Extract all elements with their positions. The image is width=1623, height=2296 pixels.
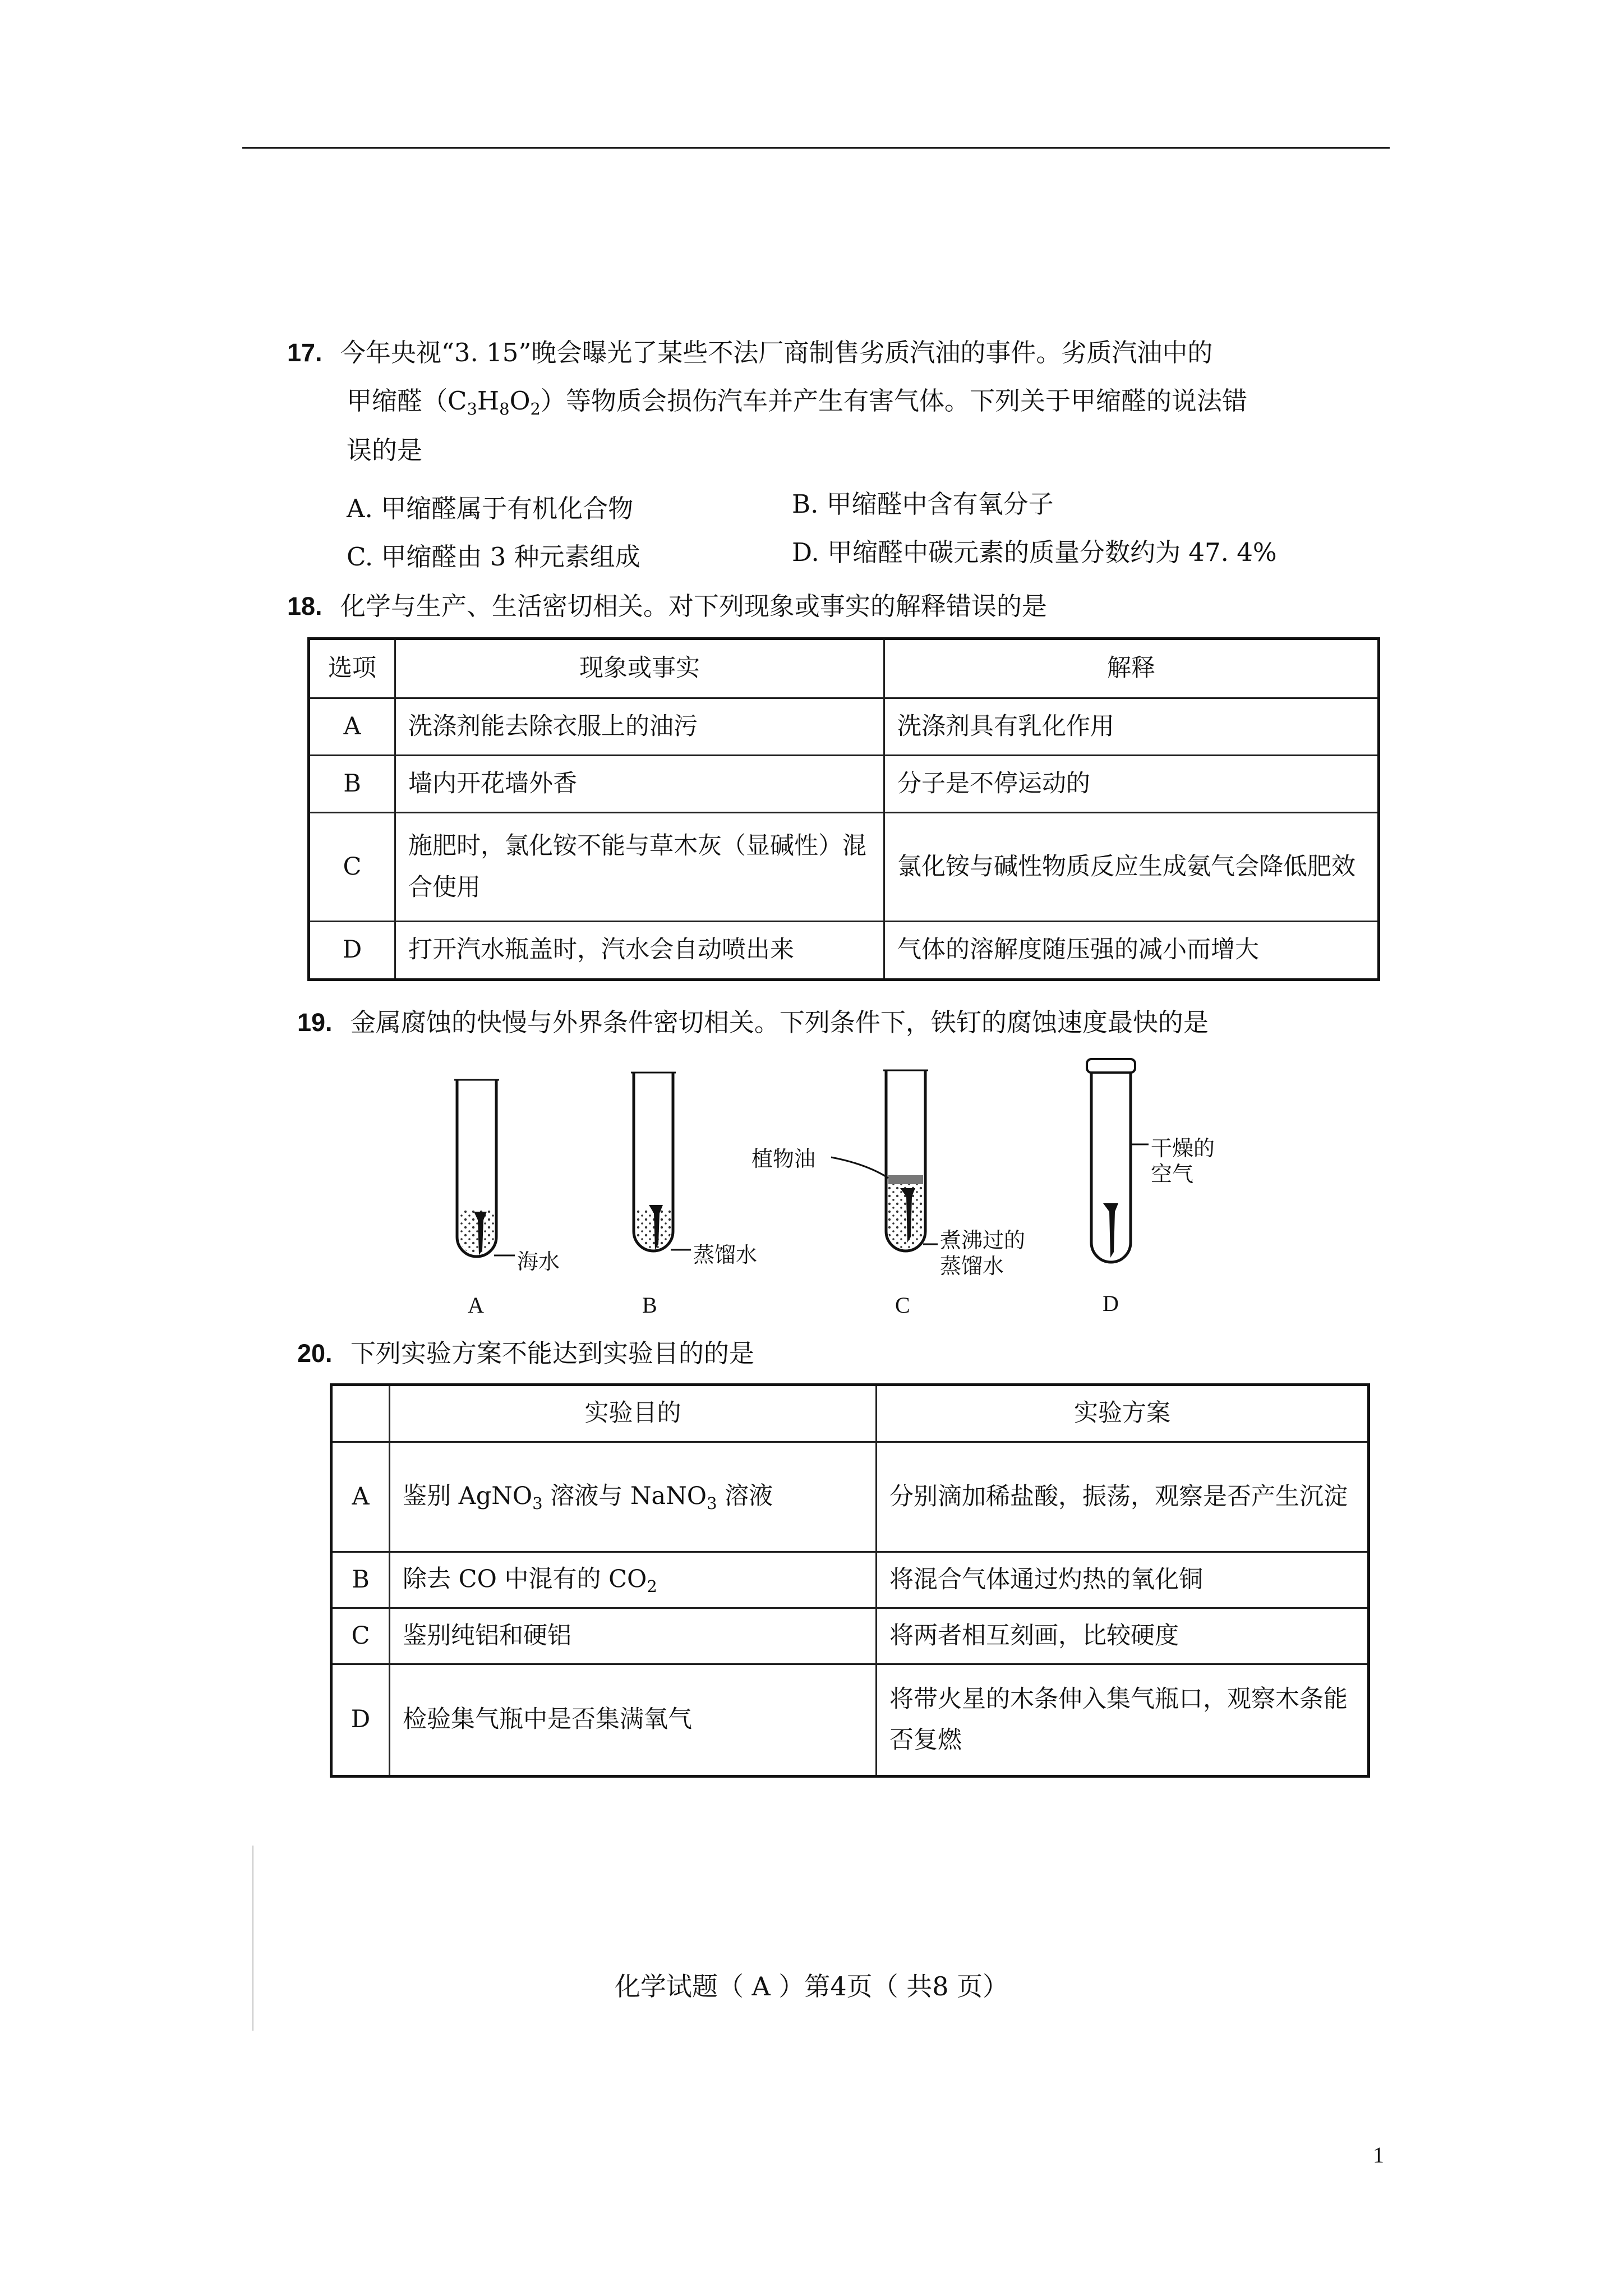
formula-subscript: 3 <box>467 399 477 418</box>
formula-h: H <box>477 386 500 416</box>
label-boiled-water-2: 蒸馏水 <box>940 1254 1004 1278</box>
row-purpose <box>390 1442 877 1552</box>
label-boiled-water-1: 煮沸过的 <box>940 1228 1026 1253</box>
q18-text: 化学与生产、生活密切相关。对下列现象或事实的解释错误的是 <box>340 591 1047 621</box>
header-purpose: 实验目的 <box>390 1385 877 1442</box>
formula-subscript: 8 <box>499 399 510 418</box>
q17-text-line1: 今年央视“3. 15”晚会曝光了某些不法厂商制售劣质汽油的事件。劣质汽油中的 <box>340 338 1213 367</box>
test-tube-a <box>454 1080 515 1257</box>
table-row <box>331 1442 1369 1552</box>
test-tube-c <box>831 1070 938 1251</box>
purpose-text: 溶液 <box>717 1482 773 1511</box>
formula-o: O <box>509 386 531 416</box>
label-plant-oil: 植物油 <box>751 1147 816 1171</box>
q19-number: 19. <box>297 1008 333 1037</box>
q19-text: 金属腐蚀的快慢与外界条件密切相关。下列条件下，铁钉的腐蚀速度最快的是 <box>350 1007 1209 1037</box>
header-fact: 现象或事实 <box>395 639 884 698</box>
row-explain: 洗涤剂具有乳化作用 <box>884 698 1379 756</box>
row-explain: 气体的溶解度随压强的减小而增大 <box>884 922 1379 980</box>
formula-subscript: 2 <box>647 1577 657 1596</box>
header-option <box>331 1385 390 1442</box>
q17-option-a: A. 甲缩醛属于有机化合物 <box>347 494 634 523</box>
page-number: 1 <box>1373 2142 1384 2168</box>
row-plan: 分别滴加稀盐酸，振荡，观察是否产生沉淀 <box>877 1442 1369 1552</box>
tube-option-a: A <box>468 1292 484 1318</box>
q17-line3: 误的是 <box>347 435 423 465</box>
page-footer: 化学试题（ A ）第4页（ 共8 页） <box>614 1971 1009 2001</box>
row-option: A <box>309 698 395 756</box>
row-purpose: 鉴别纯铝和硬铝 <box>390 1608 877 1664</box>
q20-text: 下列实验方案不能达到实验目的的是 <box>350 1338 754 1368</box>
purpose-text: 除去 CO 中混有的 CO <box>403 1565 647 1594</box>
table-header-row <box>331 1385 1369 1442</box>
q20-table <box>330 1383 1370 1778</box>
row-purpose <box>390 1552 877 1608</box>
row-option: A <box>331 1442 390 1552</box>
row-fact: 洗涤剂能去除衣服上的油污 <box>395 698 884 756</box>
row-purpose: 检验集气瓶中是否集满氧气 <box>390 1664 877 1777</box>
q17-option-d: D. 甲缩醛中碳元素的质量分数约为 47. 4% <box>792 537 1277 567</box>
row-option: D <box>331 1664 390 1777</box>
row-fact: 施肥时，氯化铵不能与草木灰（显碱性）混合使用 <box>395 813 884 922</box>
tube-option-d: D <box>1103 1291 1119 1316</box>
row-option: B <box>309 756 395 813</box>
label-dry-air-2: 空气 <box>1151 1162 1194 1186</box>
table-row <box>331 1552 1369 1608</box>
q17-option-b: B. 甲缩醛中含有氧分子 <box>792 489 1054 519</box>
tube-option-c: C <box>895 1292 910 1318</box>
table-row <box>331 1608 1369 1664</box>
row-plan: 将混合气体通过灼热的氧化铜 <box>877 1552 1369 1608</box>
row-fact: 打开汽水瓶盖时，汽水会自动喷出来 <box>395 922 884 980</box>
test-tube-b <box>631 1073 691 1251</box>
purpose-text: 鉴别 AgNO <box>403 1482 533 1511</box>
row-option: D <box>309 922 395 980</box>
q18-number: 18. <box>287 592 322 620</box>
q17-line2-end: ）等物质会损伤汽车并产生有害气体。下列关于甲缩醛的说法错 <box>540 386 1247 416</box>
row-option: C <box>309 813 395 922</box>
test-tube-d <box>1087 1059 1149 1262</box>
header-explain: 解释 <box>884 639 1379 698</box>
row-plan: 将带火星的木条伸入集气瓶口，观察木条能否复燃 <box>877 1664 1369 1777</box>
row-option: B <box>331 1552 390 1608</box>
header-plan: 实验方案 <box>877 1385 1369 1442</box>
q17-option-c: C. 甲缩醛由 3 种元素组成 <box>347 542 640 572</box>
row-option: C <box>331 1608 390 1664</box>
label-distilled-water: 蒸馏水 <box>693 1243 758 1267</box>
q20-stem <box>297 1338 754 1368</box>
label-sea-water: 海水 <box>517 1249 560 1274</box>
row-explain: 氯化铵与碱性物质反应生成氨气会降低肥效 <box>884 813 1379 922</box>
row-fact: 墙内开花墙外香 <box>395 756 884 813</box>
q17-line2-start: 甲缩醛（C <box>347 386 467 416</box>
row-explain: 分子是不停运动的 <box>884 756 1379 813</box>
oil-layer <box>888 1175 923 1184</box>
formula-subscript: 3 <box>532 1494 543 1513</box>
row-plan: 将两者相互刻画，比较硬度 <box>877 1608 1369 1664</box>
table-row <box>331 1664 1369 1777</box>
label-dry-air-1: 干燥的 <box>1151 1136 1215 1161</box>
stopper-icon <box>1087 1059 1135 1073</box>
iron-nail-icon <box>1103 1203 1118 1258</box>
header-option: 选项 <box>309 639 395 698</box>
q17-number: 17. <box>287 338 322 367</box>
q20-number: 20. <box>297 1339 333 1368</box>
purpose-text: 溶液与 NaNO <box>542 1482 707 1511</box>
formula-subscript: 2 <box>530 399 541 418</box>
tube-option-b: B <box>642 1292 657 1318</box>
formula-subscript: 3 <box>707 1494 717 1513</box>
